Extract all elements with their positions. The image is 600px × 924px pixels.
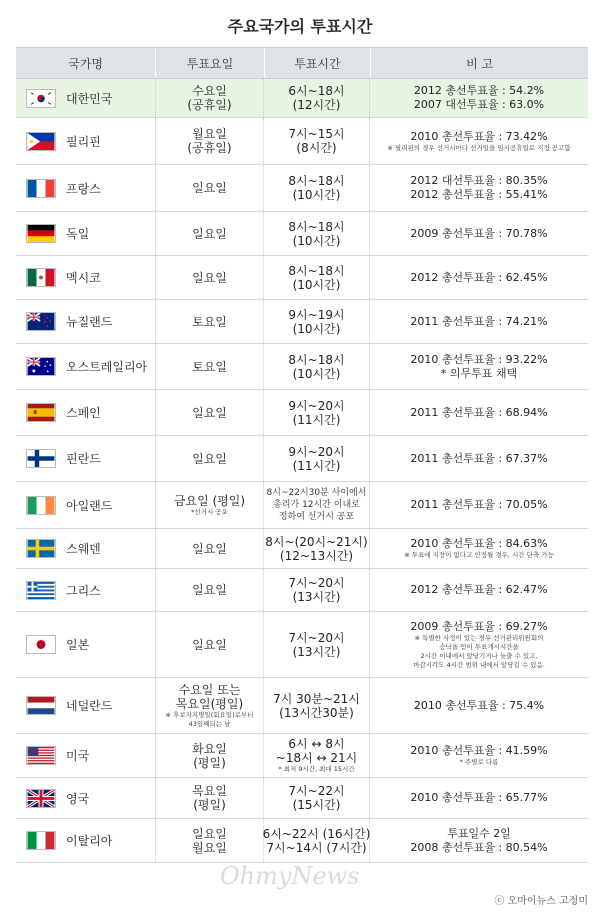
voting-day: 일요일 <box>192 226 227 241</box>
voting-day-cell <box>156 436 264 481</box>
table-row <box>16 734 588 778</box>
voting-day-cell <box>156 79 264 117</box>
turnout-note: 2007 대선투표율 : 63.0% <box>413 98 545 111</box>
voting-day-cell <box>156 819 264 862</box>
voting-day: 일요일 <box>192 181 227 195</box>
voting-time-cell <box>264 300 370 343</box>
voting-time: 7시~14시 (7시간) <box>266 840 367 855</box>
country-name: 영국 <box>66 791 90 806</box>
footnote: 2시간 이내에서 앞당기거나 늦출 수 있고, <box>420 651 538 660</box>
voting-day: (공휴일) <box>187 98 232 112</box>
voting-time-cell <box>264 678 370 733</box>
watermark: OhmyNews <box>220 862 360 890</box>
turnout-note: 2009 총선투표율 : 70.78% <box>410 226 548 240</box>
voting-time-cell <box>264 344 370 389</box>
turnout-note: 2011 총선투표율 : 67.37% <box>410 451 548 465</box>
header-country: 국가명 <box>16 48 156 78</box>
table-row <box>16 678 588 734</box>
voting-day: 월요일 <box>192 840 227 855</box>
footnote: 승낙을 얻어 투표개시시간을 <box>439 642 519 651</box>
turnout-note: 2010 총선투표율 : 41.59% <box>410 744 548 757</box>
table-row <box>16 300 588 344</box>
header-note: 비 고 <box>466 56 494 71</box>
voting-day-cell <box>156 344 264 389</box>
voting-time-cell <box>264 436 370 481</box>
voting-day-note: ※ 후보자지명일(회요일)로부터 <box>165 710 254 719</box>
usa-flag <box>26 746 56 765</box>
country-cell <box>16 482 156 528</box>
table-header <box>16 47 588 79</box>
table-row <box>16 778 588 819</box>
voting-time: 8시~22시30분 사이에서 <box>266 488 367 498</box>
table-row <box>16 79 588 118</box>
country-name: 미국 <box>66 749 90 763</box>
table-row <box>16 344 588 390</box>
country-cell <box>16 436 156 481</box>
country-name: 독일 <box>66 227 90 241</box>
voting-time: 정하여 선거시 공포 <box>278 512 355 522</box>
voting-day: 일요일 <box>192 637 227 652</box>
voting-time-cell <box>264 819 370 862</box>
voting-day: 일요일 <box>192 451 227 466</box>
voting-day: 수요일 또는 <box>178 682 241 697</box>
voting-time: 9시~19시 <box>288 307 345 322</box>
voting-time: (10시간) <box>292 188 341 202</box>
germany-flag <box>26 224 56 243</box>
note-cell <box>370 778 588 818</box>
voting-time-cell <box>264 390 370 435</box>
new-zealand-flag <box>26 312 56 331</box>
voting-time: 6시~18시 <box>288 84 345 98</box>
note-cell <box>370 436 588 481</box>
country-cell <box>16 778 156 818</box>
voting-day-cell <box>156 300 264 343</box>
country-name: 스페인 <box>66 406 101 420</box>
voting-time: 7시~20시 <box>288 630 345 645</box>
note-cell <box>370 678 588 733</box>
voting-time: (13시간30분) <box>279 705 354 720</box>
voting-time: (10시간) <box>292 277 341 292</box>
voting-time-cell <box>264 165 370 211</box>
voting-time-cell <box>264 612 370 677</box>
turnout-note: 2012 총선투표율 : 62.47% <box>410 583 548 596</box>
voting-time: 7시 30분~21시 <box>273 691 360 706</box>
header-time: 투표시간 <box>265 48 371 78</box>
voting-time-cell <box>264 118 370 164</box>
country-cell <box>16 344 156 389</box>
voting-day-cell <box>156 734 264 777</box>
note-cell <box>370 256 588 299</box>
voting-time: 8시~(20시~21시) <box>265 534 368 549</box>
voting-day-note: 43일째되는 날 <box>188 719 231 728</box>
voting-day: 목요일(평일) <box>175 696 244 711</box>
table-row <box>16 390 588 436</box>
note-cell <box>370 79 588 117</box>
country-name: 네덜란드 <box>66 699 113 713</box>
country-name: 멕시코 <box>66 271 101 285</box>
voting-day-cell <box>156 569 264 611</box>
country-cell <box>16 529 156 568</box>
table-row <box>16 569 588 612</box>
turnout-note: 2012 총선투표율 : 55.41% <box>410 188 548 201</box>
mexico-flag <box>26 268 56 287</box>
turnout-note: 2011 총선투표율 : 68.94% <box>410 405 548 419</box>
turnout-note: 2010 총선투표율 : 84.63% <box>410 537 548 550</box>
voting-time: (10시간) <box>292 321 341 336</box>
country-name: 뉴질랜드 <box>66 315 113 329</box>
voting-time: 8시~18시 <box>288 174 345 188</box>
south-korea-flag <box>26 89 56 108</box>
voting-time-cell <box>264 212 370 255</box>
voting-time: (12시간) <box>292 98 341 112</box>
note-cell <box>370 344 588 389</box>
country-cell <box>16 212 156 255</box>
country-name: 프랑스 <box>66 181 101 196</box>
note-cell <box>370 569 588 611</box>
country-name: 이탈리아 <box>66 834 113 848</box>
country-cell <box>16 819 156 862</box>
voting-time: 7시~20시 <box>288 576 345 590</box>
country-name: 오스트레일리아 <box>66 360 148 374</box>
table-row <box>16 819 588 863</box>
voting-time-cell <box>264 569 370 611</box>
uk-flag <box>26 789 56 808</box>
country-cell <box>16 678 156 733</box>
turnout-note: 2009 총선투표율 : 69.27% <box>410 619 548 633</box>
voting-day: 월요일 <box>192 127 227 141</box>
philippines-flag <box>26 132 56 151</box>
voting-day-cell <box>156 778 264 818</box>
voting-day: 토요일 <box>192 314 227 329</box>
voting-day: 수요일 <box>192 84 227 98</box>
country-name: 일본 <box>66 638 90 652</box>
turnout-note: 2011 총선투표율 : 74.21% <box>410 314 548 328</box>
country-cell <box>16 569 156 611</box>
note-cell <box>370 529 588 568</box>
voting-time-cell <box>264 482 370 528</box>
greece-flag <box>26 581 56 600</box>
voting-time-cell <box>264 256 370 299</box>
turnout-note: 2010 총선투표율 : 73.42% <box>410 129 548 143</box>
header-day: 투표요일 <box>156 48 264 78</box>
voting-hours-table <box>16 47 588 863</box>
voting-day-cell <box>156 165 264 211</box>
footnote: ※ 필리핀의 경우 선거시마다 선거일을 임시공휴일로 지정·공고함 <box>387 143 571 152</box>
turnout-note: 2010 총선투표율 : 65.77% <box>410 791 548 804</box>
turnout-note: 2012 총선투표율 : 62.45% <box>410 270 548 284</box>
footnote: ※ 투표에 지장이 없다고 인정될 경우, 시간 단축 가능 <box>404 551 554 559</box>
voting-time: 총리가 12시간 이내로 <box>273 500 360 510</box>
note-cell <box>370 612 588 677</box>
voting-day-cell <box>156 482 264 528</box>
footnote: * 주별로 다름 <box>459 758 499 766</box>
voting-time: ~18시 ↔ 21시 <box>275 751 358 765</box>
voting-day: 일요일 <box>192 405 227 420</box>
ireland-flag <box>26 496 56 515</box>
note-cell <box>370 482 588 528</box>
voting-day: 토요일 <box>192 359 227 374</box>
note-cell <box>370 734 588 777</box>
voting-time-cell <box>264 79 370 117</box>
voting-time: (8시간) <box>296 141 337 155</box>
voting-time-cell <box>264 778 370 818</box>
turnout-note: 2012 총선투표율 : 54.2% <box>413 84 545 97</box>
voting-time: 9시~20시 <box>288 444 345 459</box>
japan-flag <box>26 635 56 654</box>
voting-day-cell <box>156 612 264 677</box>
table-row <box>16 529 588 569</box>
voting-time-cell <box>264 529 370 568</box>
voting-time: (10시간) <box>292 366 341 381</box>
country-name: 필리핀 <box>66 134 101 149</box>
turnout-note: * 의무투표 채택 <box>440 366 518 380</box>
table-row <box>16 436 588 482</box>
finland-flag <box>26 449 56 468</box>
table-row <box>16 212 588 256</box>
voting-time: (12~13시간) <box>279 548 354 563</box>
voting-day: 일요일 <box>192 583 227 597</box>
voting-day: 일요일 <box>192 270 227 285</box>
note-cell <box>370 118 588 164</box>
voting-time: (11시간) <box>292 412 341 427</box>
table-row <box>16 118 588 165</box>
voting-day: 금요일 (평일) <box>173 493 246 508</box>
turnout-note: 2011 총선투표율 : 70.05% <box>410 498 548 511</box>
voting-day-cell <box>156 390 264 435</box>
country-cell <box>16 118 156 164</box>
note-cell <box>370 165 588 211</box>
page-title: 주요국가의 투표시간 <box>227 17 373 36</box>
voting-day-cell <box>156 256 264 299</box>
voting-time: (15시간) <box>292 798 341 812</box>
voting-time: 6시 ↔ 8시 <box>288 737 345 751</box>
note-cell <box>370 212 588 255</box>
voting-time: 9시~20시 <box>288 398 345 413</box>
country-name: 핀란드 <box>66 452 101 466</box>
voting-time: (13시간) <box>292 644 341 659</box>
voting-day: (평일) <box>193 798 226 812</box>
voting-time: (11시간) <box>292 458 341 473</box>
voting-time: (13시간) <box>292 590 341 604</box>
country-name: 그리스 <box>66 583 101 598</box>
voting-time: 7시~22시 <box>288 784 345 798</box>
credit: ⓒ 오마이뉴스 고정미 <box>494 896 588 907</box>
voting-time-cell <box>264 734 370 777</box>
turnout-note: 2008 총선투표율 : 80.54% <box>410 840 548 854</box>
country-cell <box>16 300 156 343</box>
spain-flag <box>26 403 56 422</box>
country-cell <box>16 734 156 777</box>
footnote: ※ 특별한 사정이 있는 경우 선거관리위원회의 <box>414 633 544 642</box>
turnout-note: 2012 대선투표율 : 80.35% <box>410 174 548 187</box>
voting-day: (공휴일) <box>187 141 232 155</box>
australia-flag <box>26 357 56 376</box>
table-row <box>16 612 588 678</box>
voting-day: 목요일 <box>192 784 227 798</box>
voting-time: 8시~18시 <box>288 219 345 234</box>
voting-day-note: *선거시 공포 <box>191 507 228 516</box>
footnote: 마감시각도 4시간 범위 내에서 앞당길 수 있음. <box>413 660 545 669</box>
country-cell <box>16 256 156 299</box>
italy-flag <box>26 831 56 850</box>
sweden-flag <box>26 539 56 558</box>
voting-day: 일요일 <box>192 826 227 841</box>
voting-day-cell <box>156 529 264 568</box>
country-cell <box>16 79 156 117</box>
voting-day: 일요일 <box>192 541 227 556</box>
netherlands-flag <box>26 696 56 715</box>
voting-time: 8시~18시 <box>288 263 345 278</box>
country-cell <box>16 165 156 211</box>
voting-day: (평일) <box>193 755 226 770</box>
country-cell <box>16 390 156 435</box>
turnout-note: 투표일수 2일 <box>447 826 511 840</box>
note-cell <box>370 819 588 862</box>
country-name: 대한민국 <box>66 91 113 106</box>
country-cell <box>16 612 156 677</box>
voting-time: 6시~22시 (16시간) <box>262 826 371 841</box>
voting-time: 7시~15시 <box>288 127 345 141</box>
table-row <box>16 165 588 212</box>
voting-time-note: * 최저 9시간, 최대 15시간 <box>278 765 355 773</box>
note-cell <box>370 300 588 343</box>
country-name: 아일랜드 <box>66 498 113 513</box>
voting-time: (10시간) <box>292 233 341 248</box>
france-flag <box>26 179 56 198</box>
turnout-note: 2010 총선투표율 : 75.4% <box>413 698 545 712</box>
voting-day-cell <box>156 678 264 733</box>
turnout-note: 2010 총선투표율 : 93.22% <box>410 352 548 366</box>
note-cell <box>370 390 588 435</box>
voting-day-cell <box>156 118 264 164</box>
table-row <box>16 482 588 529</box>
voting-day-cell <box>156 212 264 255</box>
country-name: 스웨덴 <box>66 542 101 556</box>
table-row <box>16 256 588 300</box>
voting-day: 화요일 <box>192 741 227 756</box>
voting-time: 8시~18시 <box>288 352 345 367</box>
